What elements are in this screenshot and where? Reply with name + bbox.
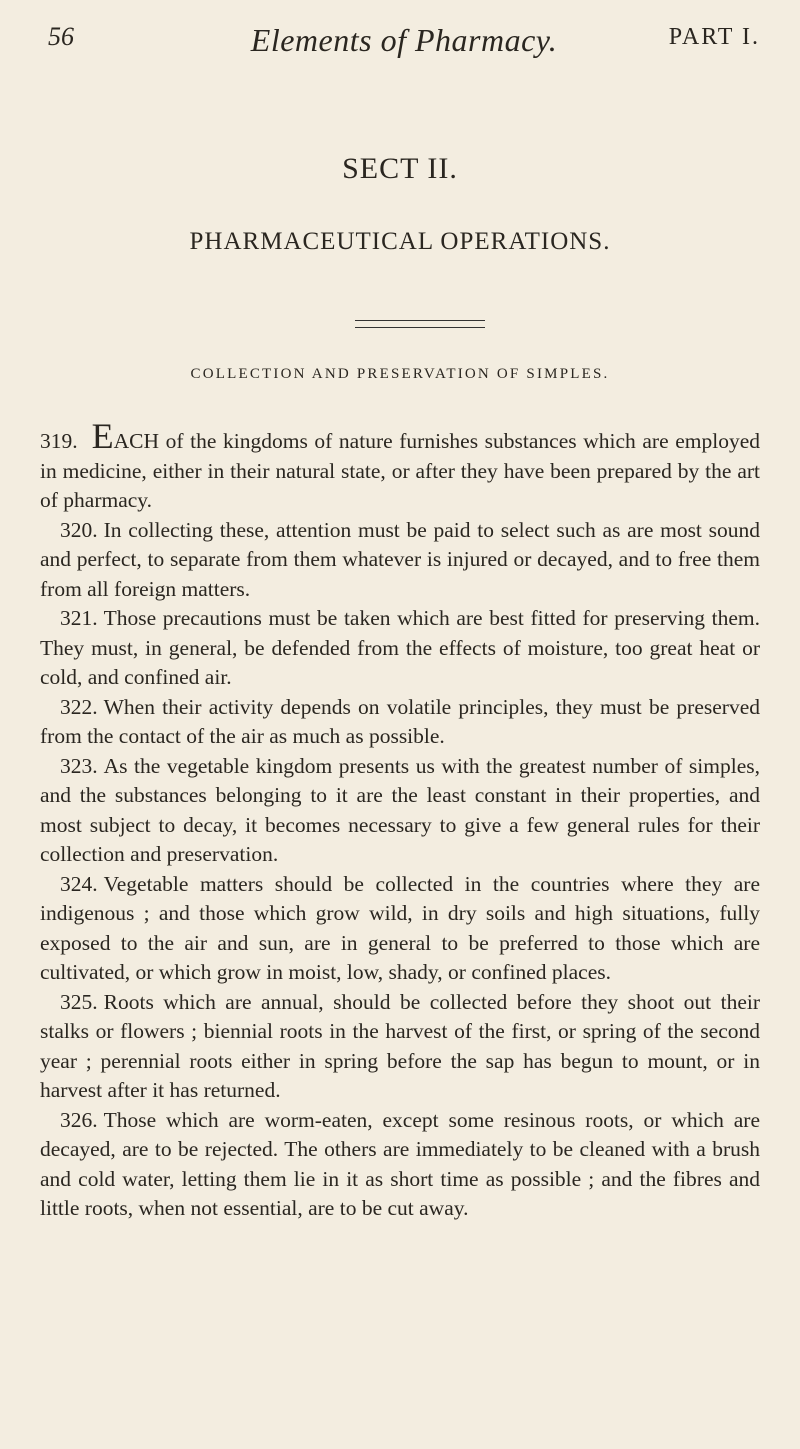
drop-cap: E [91, 416, 114, 456]
paragraph-number: 321. [60, 606, 98, 630]
paragraph-number: 320. [60, 517, 98, 542]
part-label: PART I. [668, 24, 760, 50]
paragraph-number: 326. [60, 1107, 98, 1132]
paragraph-325 [40, 988, 760, 1106]
paragraph-text: Vegetable matters should be collected in the countries where they are indigenous ; and those which grow wild, in dry soils and high situations, fully exposed to the air and sun, are in general to be preferred to those which are cultivated, or which grow in moist, low, shady, or confined places. [40, 871, 760, 984]
paragraph-321 [40, 604, 760, 693]
paragraph-324 [40, 870, 760, 988]
paragraph-number: 325. [60, 989, 98, 1014]
paragraph-number: 319. [40, 429, 78, 453]
paragraph-text: When their activity depends on volatile principles, they must be preserved from the contact of the air as much as possible. [40, 694, 760, 748]
double-rule-divider [355, 320, 485, 328]
paragraph-text: Those precautions must be taken which are best fitted for preserving them. They must, in general, be defended from the effects of moisture, too great heat or cold, and confined air. [40, 606, 760, 689]
paragraph-text: In collecting these, attention must be paid to select such as are most sound and perfect, to separate from them whatever is injured or decayed, and to free them from all foreign matters. [40, 517, 760, 601]
paragraph-number: 322. [60, 694, 98, 719]
page-header [48, 22, 760, 62]
paragraph-text: Those which are worm-eaten, except some resinous roots, or which are decayed, are to be rejected. The others are immediately to be cleaned with a brush and cold water, letting them lie in it as short time as possible ; and the fibres and little roots, when not essential, are to be cut away. [40, 1107, 760, 1220]
paragraph-319 [40, 416, 760, 516]
paragraph-326 [40, 1106, 760, 1224]
paragraph-320 [40, 516, 760, 605]
subheading: COLLECTION AND PRESERVATION OF SIMPLES. [190, 366, 610, 382]
paragraph-text: ACH of the kingdoms of nature furnishes substances which are employed in medicine, either in their natural state, or after they have been prepared by the art of pharmacy. [40, 429, 760, 512]
section-title: SECT II. [342, 152, 458, 185]
body-text [40, 416, 760, 1224]
paragraph-number: 324. [60, 871, 98, 896]
section-subtitle: PHARMACEUTICAL OPERATIONS. [189, 228, 611, 255]
paragraph-text: As the vegetable kingdom presents us with the greatest number of simples, and the substances belonging to it are the least constant in their properties, and most subject to decay, it becomes necessary to give a few general rules for their collection and preservation. [40, 753, 760, 866]
running-title: Elements of Pharmacy. [250, 22, 558, 58]
paragraph-text: Roots which are annual, should be collected before they shoot out their stalks or flowers ; biennial roots in the harvest of the first, or spring of the second year ; perennial roots either in spring before the sap has begun to mount, or in harvest after it has returned. [40, 989, 760, 1102]
paragraph-number: 323. [60, 753, 98, 778]
paragraph-323 [40, 752, 760, 870]
page-number: 56 [48, 22, 74, 51]
paragraph-322 [40, 693, 760, 752]
